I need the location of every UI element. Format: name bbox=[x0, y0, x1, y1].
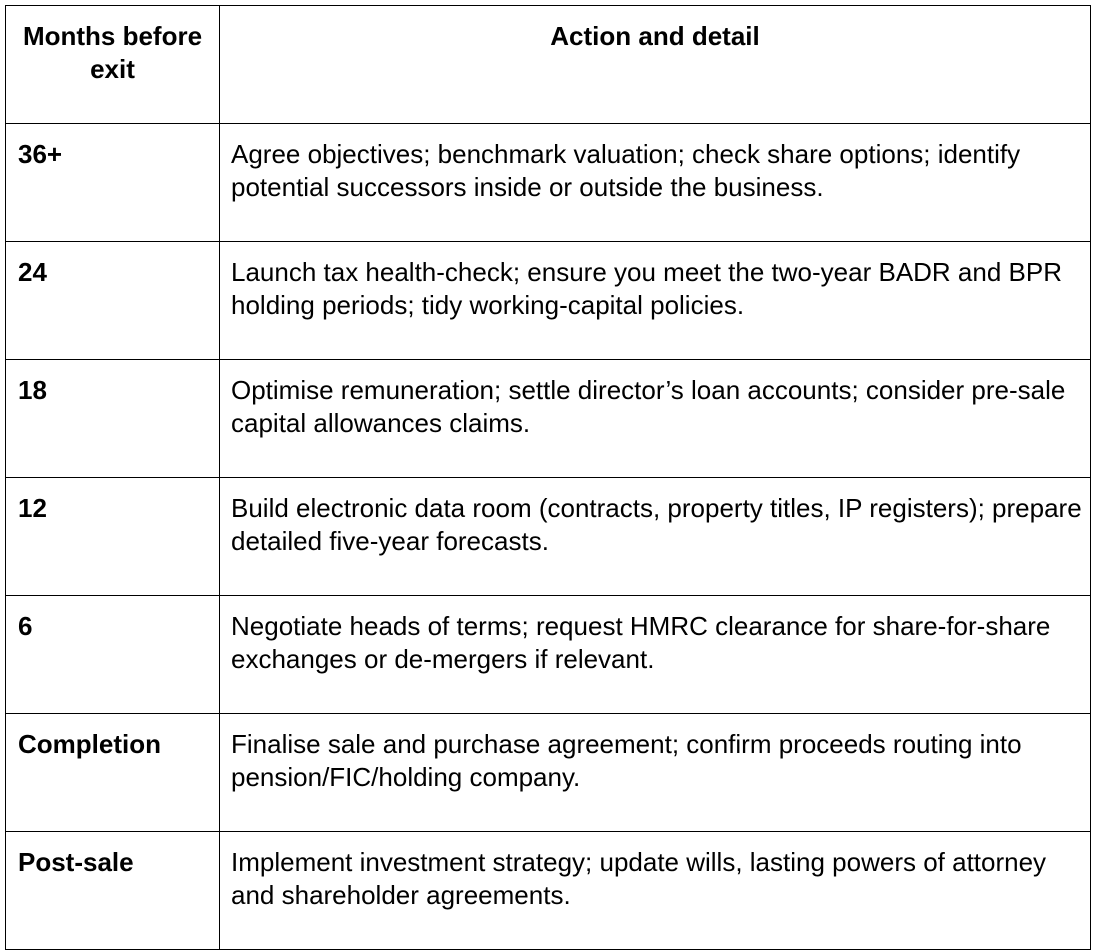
row-action: Negotiate heads of terms; request HMRC clearance for share-for-share exchanges or de-mergers if relevant. bbox=[220, 596, 1091, 714]
table-row bbox=[6, 832, 1091, 950]
header-action-and-detail: Action and detail bbox=[220, 6, 1091, 124]
table-row bbox=[6, 242, 1091, 360]
row-action: Launch tax health-check; ensure you meet the two-year BADR and BPR holding periods; tidy working-capital policies. bbox=[220, 242, 1091, 360]
row-months: Completion bbox=[6, 714, 220, 832]
row-months: 6 bbox=[6, 596, 220, 714]
exit-timeline-table bbox=[5, 5, 1091, 950]
row-action: Implement investment strategy; update wills, lasting powers of attorney and shareholder agreements. bbox=[220, 832, 1091, 950]
row-months: 12 bbox=[6, 478, 220, 596]
row-action: Agree objectives; benchmark valuation; check share options; identify potential successors inside or outside the business. bbox=[220, 124, 1091, 242]
header-months-before-exit: Months before exit bbox=[6, 6, 220, 124]
row-months: 18 bbox=[6, 360, 220, 478]
row-action: Build electronic data room (contracts, property titles, IP registers); prepare detailed five-year forecasts. bbox=[220, 478, 1091, 596]
row-months: Post-sale bbox=[6, 832, 220, 950]
row-action: Finalise sale and purchase agreement; confirm proceeds routing into pension/FIC/holding company. bbox=[220, 714, 1091, 832]
header-row bbox=[6, 6, 1091, 124]
row-months: 36+ bbox=[6, 124, 220, 242]
table-row bbox=[6, 360, 1091, 478]
table-row bbox=[6, 478, 1091, 596]
row-months: 24 bbox=[6, 242, 220, 360]
table-row bbox=[6, 596, 1091, 714]
row-action: Optimise remuneration; settle director’s loan accounts; consider pre-sale capital allowances claims. bbox=[220, 360, 1091, 478]
table-row bbox=[6, 124, 1091, 242]
table-row bbox=[6, 714, 1091, 832]
